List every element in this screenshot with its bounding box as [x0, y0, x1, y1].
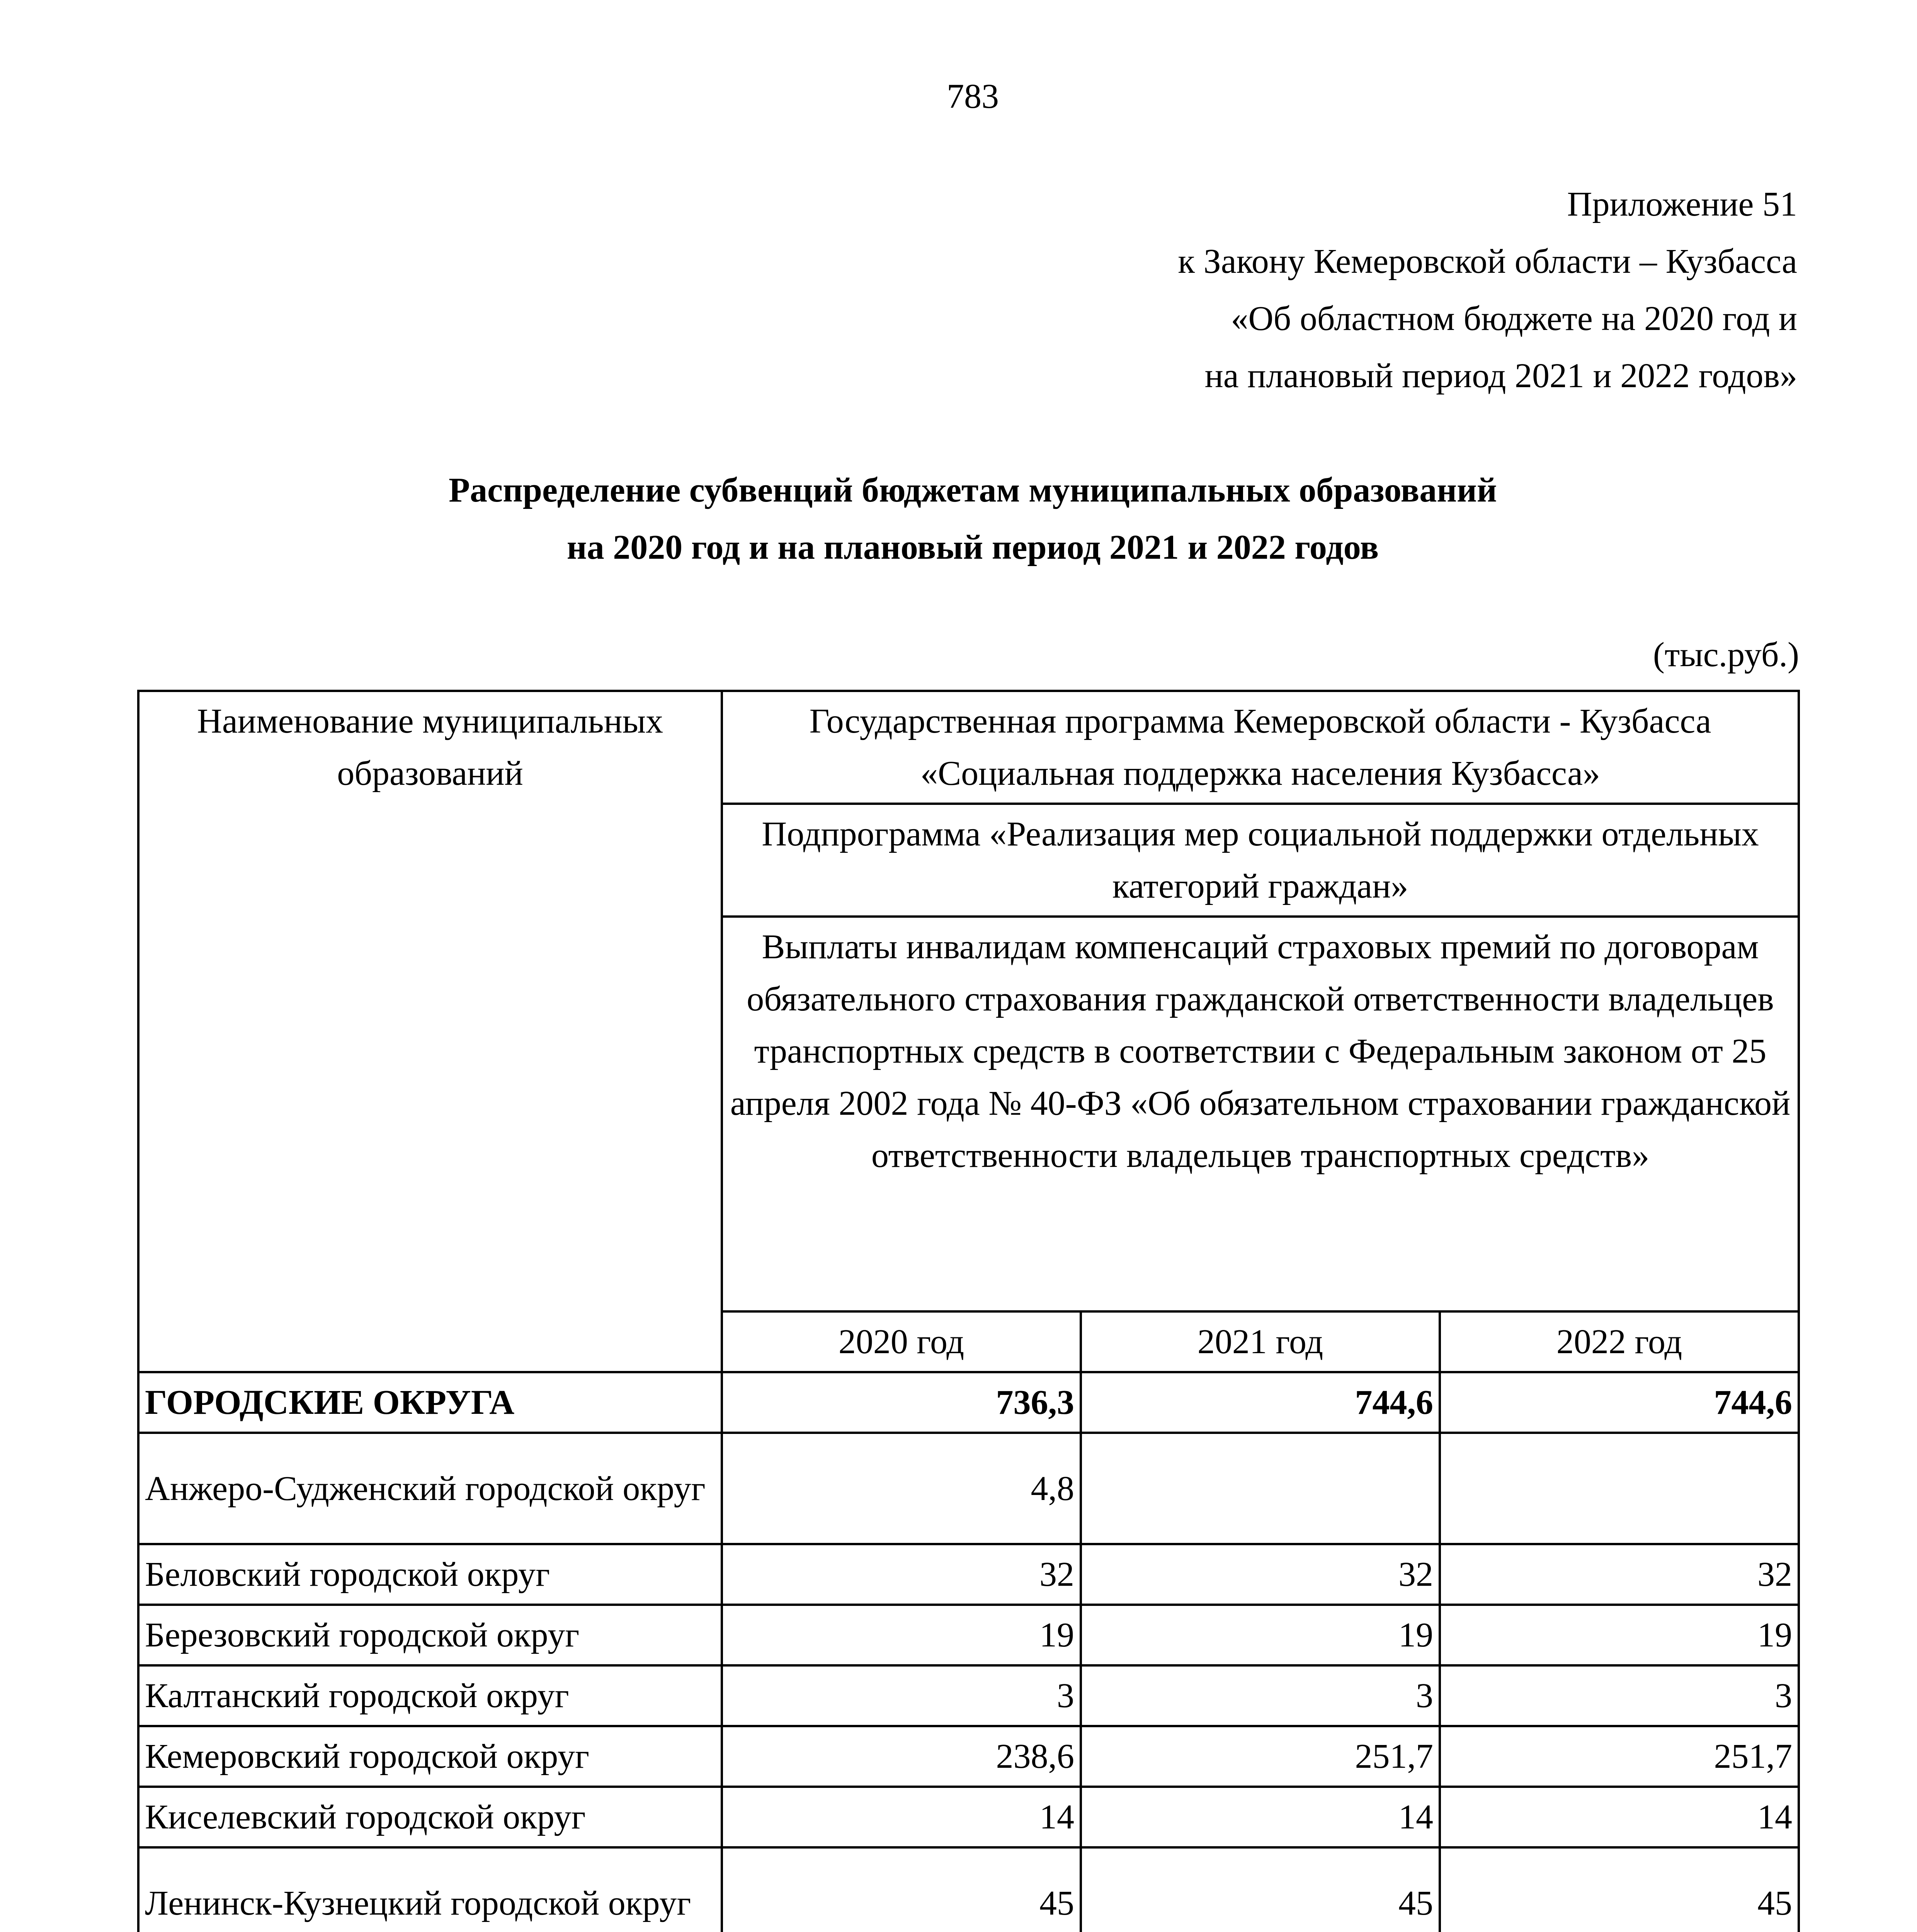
header-year-2020: 2020 год	[722, 1311, 1081, 1372]
value-2020: 4,8	[722, 1433, 1081, 1544]
header-subprogram: Подпрограмма «Реализация мер социальной поддержки отдельных категорий граждан»	[722, 804, 1799, 917]
value-2020: 14	[722, 1787, 1081, 1847]
value-2020: 736,3	[722, 1372, 1081, 1433]
header-program: Государственная программа Кемеровской области - Кузбасса «Социальная поддержка населения Кузбасса»	[722, 691, 1799, 804]
appendix-line: «Об областном бюджете на 2020 год и	[1231, 299, 1797, 338]
value-2021	[1081, 1433, 1440, 1544]
row-name: Калтанский городской округ	[138, 1665, 722, 1726]
title-line: на 2020 год и на плановый период 2021 и 2022 годов	[566, 528, 1379, 566]
row-name: Березовский городской округ	[138, 1605, 722, 1665]
table-row	[138, 1433, 1799, 1544]
row-name: Беловский городской округ	[138, 1544, 722, 1605]
table-row	[138, 1847, 1799, 1932]
value-2022: 45	[1440, 1847, 1799, 1932]
header-year-2022: 2022 год	[1440, 1311, 1799, 1372]
row-name: Ленинск-Кузнецкий городской округ	[138, 1847, 722, 1932]
value-2020: 19	[722, 1605, 1081, 1665]
value-2021: 744,6	[1081, 1372, 1440, 1433]
value-2021: 32	[1081, 1544, 1440, 1605]
table-row	[138, 1605, 1799, 1665]
value-2022: 744,6	[1440, 1372, 1799, 1433]
value-2020: 238,6	[722, 1726, 1081, 1787]
subventions-table	[137, 690, 1800, 1932]
row-name: ГОРОДСКИЕ ОКРУГА	[138, 1372, 722, 1433]
value-2021: 3	[1081, 1665, 1440, 1726]
value-2021: 45	[1081, 1847, 1440, 1932]
value-2020: 45	[722, 1847, 1081, 1932]
table-row	[138, 1665, 1799, 1726]
page-number: 783	[947, 77, 999, 116]
header-row-program	[138, 691, 1799, 804]
appendix-line: на плановый период 2021 и 2022 годов»	[1204, 357, 1797, 395]
row-name: Киселевский городской округ	[138, 1787, 722, 1847]
value-2022: 19	[1440, 1605, 1799, 1665]
header-year-2021: 2021 год	[1081, 1311, 1440, 1372]
value-2022: 3	[1440, 1665, 1799, 1726]
value-2021: 14	[1081, 1787, 1440, 1847]
appendix-line: к Закону Кемеровской области – Кузбасса	[1178, 242, 1797, 281]
appendix-reference	[1178, 176, 1797, 405]
row-name: Кемеровский городской округ	[138, 1726, 722, 1787]
title-line: Распределение субвенций бюджетам муниципальных образований	[449, 471, 1497, 509]
value-2021: 251,7	[1081, 1726, 1440, 1787]
table-row	[138, 1372, 1799, 1433]
appendix-line: Приложение 51	[1567, 185, 1797, 223]
value-2020: 32	[722, 1544, 1081, 1605]
header-payments: Выплаты инвалидам компенсаций страховых премий по договорам обязательного страхования гражданской ответственности владельцев транспортных средств в соответствии с Федеральным законом от 25 апреля 2002 года № 40-ФЗ «Об обязательном страховании гражданской ответственности владельцев транспортных средств»	[722, 917, 1799, 1311]
units-label: (тыс.руб.)	[1653, 636, 1799, 674]
row-name: Анжеро-Судженский городской округ	[138, 1433, 722, 1544]
value-2021: 19	[1081, 1605, 1440, 1665]
value-2022: 14	[1440, 1787, 1799, 1847]
table-row	[138, 1726, 1799, 1787]
value-2020: 3	[722, 1665, 1081, 1726]
value-2022	[1440, 1433, 1799, 1544]
header-municipality: Наименование муниципальных образований	[138, 691, 722, 1372]
value-2022: 32	[1440, 1544, 1799, 1605]
table-row	[138, 1787, 1799, 1847]
document-title	[0, 462, 1917, 576]
value-2022: 251,7	[1440, 1726, 1799, 1787]
table-row	[138, 1544, 1799, 1605]
